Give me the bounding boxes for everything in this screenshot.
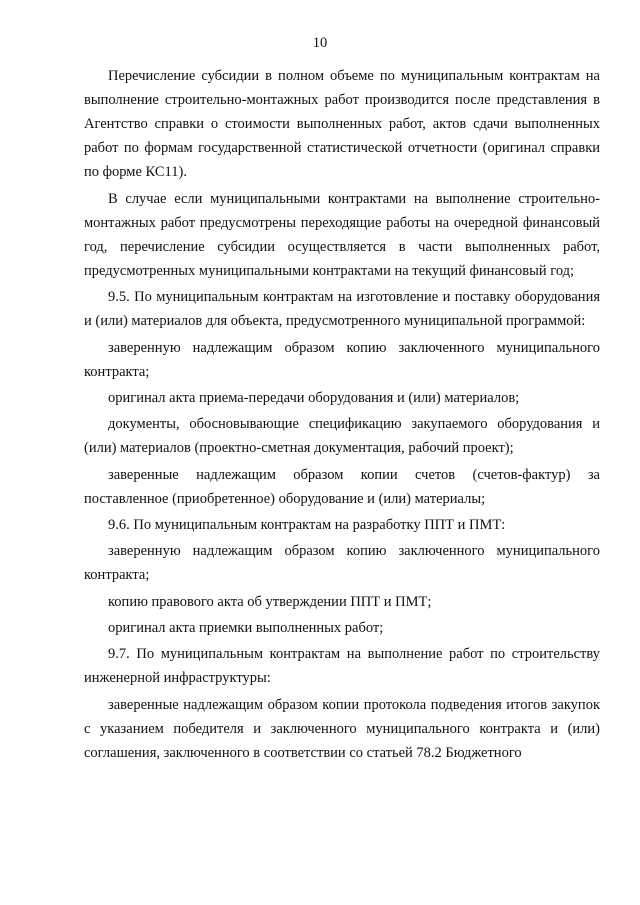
paragraph-contract-copy-2: заверенную надлежащим образом копию заключенного муниципального контракта; (84, 543, 600, 584)
paragraph-clause-9-7: 9.7. По муниципальным контрактам на выполнение работ по строительству инженерной инфраструктуры: (84, 646, 600, 687)
paragraph-contract-copy: заверенную надлежащим образом копию заключенного муниципального контракта; (84, 339, 600, 380)
paragraph-carryover-works: В случае если муниципальными контрактами на выполнение строительно-монтажных работ предусмотрены переходящие работы на очередной финансовый год, перечисление субсидии осуществляется в части выполненных работ, предусмотренных муниципальными контрактами на текущий финансовый год; (84, 190, 600, 279)
paragraph-subsidy-transfer: Перечисление субсидии в полном объеме по муниципальным контрактам на выполнение строительно-монтажных работ производится после представления в Агентство справки о стоимости выполненных работ, актов сдачи выполненных работ по формам государственной статистической отчетности (оригинал справки по форме КС11). (84, 68, 600, 181)
paragraph-transfer-act: оригинал акта приема-передачи оборудования и (или) материалов; (108, 389, 520, 406)
paragraph-invoice-copies: заверенные надлежащим образом копии счетов (счетов-фактур) за поставленное (приобретенное) оборудование и (или) материалы; (84, 466, 600, 507)
paragraph-acceptance-act: оригинал акта приемки выполненных работ; (108, 619, 384, 636)
paragraph-specification-docs: документы, обосновывающие спецификацию закупаемого оборудования и (или) материалов (проектно-сметная документация, рабочий проект); (84, 416, 600, 457)
paragraph-clause-9-6: 9.6. По муниципальным контрактам на разработку ППТ и ПМТ: (108, 517, 506, 533)
page-number: 10 (312, 35, 328, 51)
paragraph-clause-9-5: 9.5. По муниципальным контрактам на изготовление и поставку оборудования и (или) материалов для объекта, предусмотренного муниципальной программой: (84, 289, 600, 330)
document-body (84, 64, 600, 767)
paragraph-legal-act-copy: копию правового акта об утверждении ППТ и ПМТ; (108, 593, 432, 610)
paragraph-procurement-protocol: заверенные надлежащим образом копии протокола подведения итогов закупок с указанием победителя и заключенного муниципального контракта и (или) соглашения, заключенного в соответствии со статьей 78.2 Бюджетного (84, 696, 600, 761)
